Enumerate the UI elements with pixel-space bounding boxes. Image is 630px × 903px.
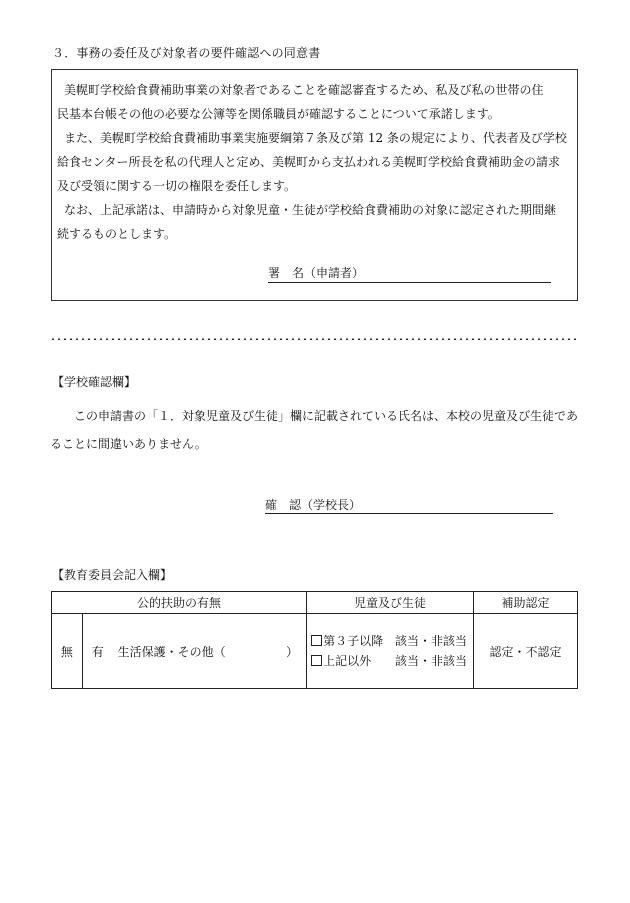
text-line: また、美幌町学校給食費補助事業実施要綱第７条及び第 12 条の規定により、代表者及び学校 bbox=[64, 131, 567, 145]
checkbox-icon[interactable] bbox=[311, 635, 322, 646]
text-line: 民基本台帳その他の必要な公簿等を関係職員が確認することについて承諾します。 bbox=[57, 107, 500, 121]
text-line: 給食センター所長を私の代理人と定め、美幌町から支払われる美幌町学校給食費補助金の請求 bbox=[57, 155, 561, 169]
child-option-label: 第３子以降 bbox=[323, 634, 384, 648]
consent-box bbox=[51, 69, 578, 301]
text-line: ることに間違いありません。 bbox=[50, 437, 207, 451]
aid-yes-cell[interactable] bbox=[82, 614, 306, 689]
text-line: 続するものとします。 bbox=[57, 227, 177, 241]
child-option-row[interactable] bbox=[307, 631, 473, 651]
child-option-status: 該当・非該当 bbox=[394, 654, 467, 668]
header-public-aid: 公的扶助の有無 bbox=[52, 592, 307, 614]
board-entry-heading: 【教育委員会記入欄】 bbox=[52, 568, 173, 582]
confirm-label: 確 認（学校長） bbox=[265, 498, 362, 512]
header-children: 児童及び生徒 bbox=[307, 592, 474, 614]
child-option-row[interactable] bbox=[307, 651, 473, 671]
signature-field[interactable] bbox=[268, 264, 551, 283]
text-line: なお、上記承諾は、申請時から対象児童・生徒が学校給食費補助の対象に認定された期間継 bbox=[64, 203, 557, 217]
consent-paragraph-3 bbox=[52, 198, 579, 246]
child-option-status: 該当・非該当 bbox=[394, 634, 467, 648]
aid-yes-label: 有 bbox=[91, 644, 104, 659]
school-confirmation-heading: 【学校確認欄】 bbox=[52, 375, 137, 389]
consent-paragraph-1 bbox=[52, 78, 579, 126]
aid-types: 生活保護・その他（ bbox=[117, 644, 226, 659]
text-line: この申請書の「１．対象児童及び生徒」欄に記載されている氏名は、本校の児童及び生徒であ bbox=[74, 409, 579, 423]
text-line: 及び受領に関する一切の権限を委任します。 bbox=[57, 179, 297, 193]
consent-paragraph-2 bbox=[52, 126, 579, 198]
section-title: ３．事務の委任及び対象者の要件確認への同意書 bbox=[52, 46, 321, 60]
certification-cell[interactable]: 認定・不認定 bbox=[473, 614, 577, 689]
aid-close-paren: ） bbox=[286, 644, 299, 659]
child-option-label: 上記以外 bbox=[323, 654, 372, 668]
children-cell bbox=[307, 614, 474, 689]
header-certification: 補助認定 bbox=[473, 592, 577, 614]
checkbox-icon[interactable] bbox=[311, 655, 322, 666]
school-confirmation-text bbox=[50, 402, 580, 458]
aid-none-cell[interactable]: 無 bbox=[52, 614, 83, 689]
dotted-divider bbox=[50, 338, 578, 340]
principal-confirm-field[interactable] bbox=[265, 496, 553, 514]
text-line: 美幌町学校給食費補助事業の対象者であることを確認審査するため、私及び私の世帯の住 bbox=[64, 83, 544, 97]
board-entry-table bbox=[51, 591, 578, 689]
signature-label: 署 名（申請者） bbox=[268, 266, 365, 280]
